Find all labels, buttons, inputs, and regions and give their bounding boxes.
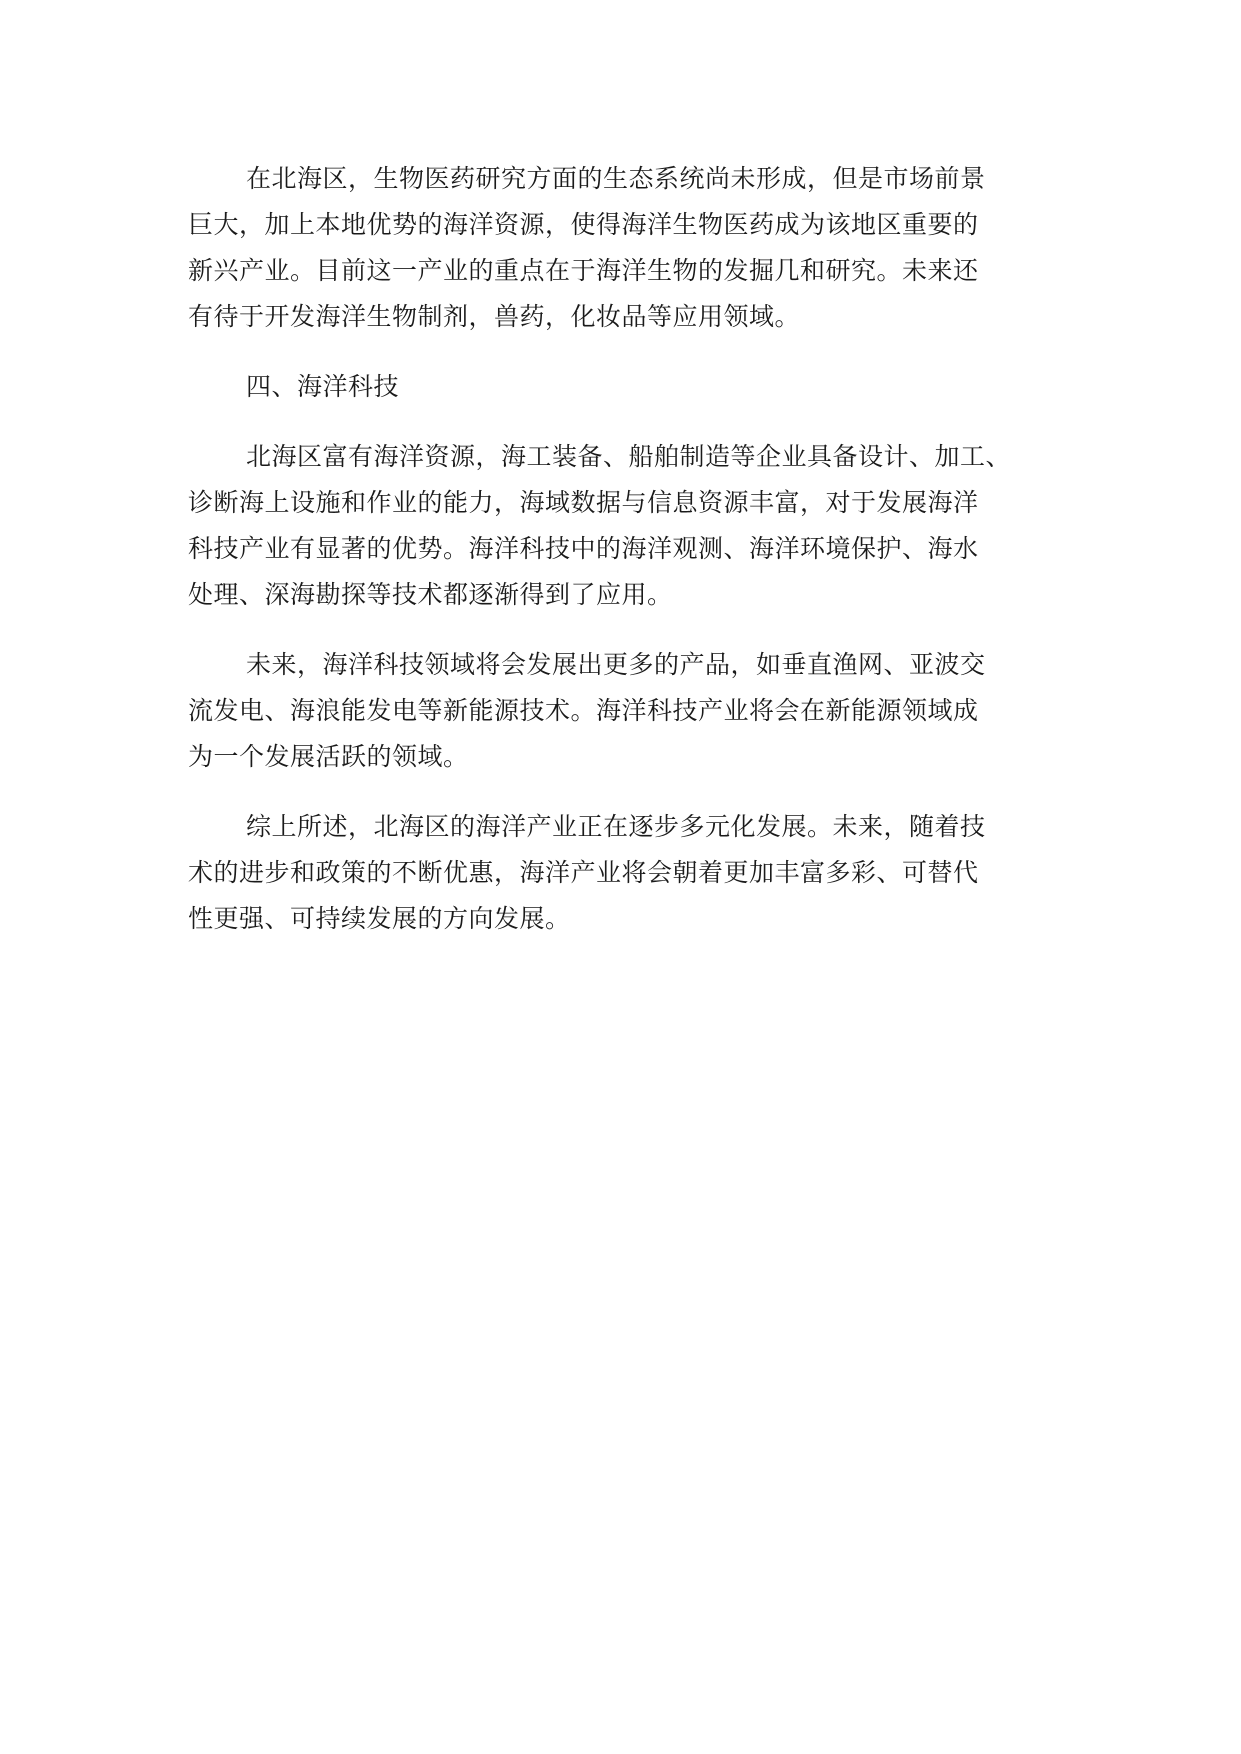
text-line: 性更强、可持续发展的方向发展。 [188,904,571,933]
text-line: 处理、深海勘探等技术都逐渐得到了应用。 [188,580,673,609]
text-line: 综上所述，北海区的海洋产业正在逐步多元化发展。未来，随着技 [246,812,986,841]
text-line: 为一个发展活跃的领域。 [188,742,469,771]
text-line: 巨大，加上本地优势的海洋资源，使得海洋生物医药成为该地区重要的 [188,210,979,239]
text-line: 诊断海上设施和作业的能力，海域数据与信息资源丰富，对于发展海洋 [188,488,979,517]
paragraph-future [188,642,1068,780]
text-line: 术的进步和政策的不断优惠，海洋产业将会朝着更加丰富多彩、可替代 [188,858,979,887]
text-line: 新兴产业。目前这一产业的重点在于海洋生物的发掘几和研究。未来还 [188,256,979,285]
text-line: 流发电、海浪能发电等新能源技术。海洋科技产业将会在新能源领域成 [188,696,979,725]
section-heading-marine-technology [188,364,1068,410]
text-line: 科技产业有显著的优势。海洋科技中的海洋观测、海洋环境保护、海水 [188,534,979,563]
text-line: 北海区富有海洋资源，海工装备、船舶制造等企业具备设计、加工、 [246,442,1012,471]
document-body [188,156,1068,966]
section-heading: 四、海洋科技 [246,372,400,401]
text-line: 未来，海洋科技领域将会发展出更多的产品，如垂直渔网、亚波交 [246,650,986,679]
paragraph-conclusion [188,804,1068,942]
paragraph-biomedicine [188,156,1068,340]
text-line: 有待于开发海洋生物制剂，兽药，化妆品等应用领域。 [188,302,801,331]
text-line: 在北海区，生物医药研究方面的生态系统尚未形成，但是市场前景 [246,164,986,193]
paragraph-marine-technology [188,434,1068,618]
